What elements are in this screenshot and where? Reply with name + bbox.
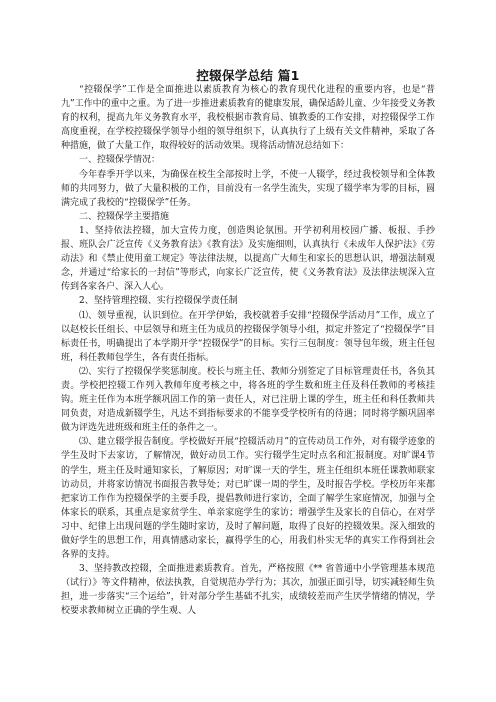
section-heading-1: 一、控辍保学情况： [79, 155, 161, 166]
body-paragraph: ⑴、领导重视，认识到位。在开学伊始，我校就着手安排“控辍保学活动月”工作，成立了以赵校长任组长、中层领导和班主任为成员的控辍保学领导小组，拟定并签定了“控辍保学”目标责任书，明确提出了本学期开学“控辍保学”的目标。实行三包制度：领导包年级，班主任包班，科任教师包学生，各有责任指标。 [61, 310, 435, 363]
intro-paragraph: “控辍保学”工作是全面推进以素质教育为核心的教育现代化进程的重要内容，也是“普九”工作中的重中之重。为了进一步推进素质教育的健康发展，确保适龄儿童、少年接受义务教育的权利，提高九年义务教育水平，我校根据市教育局、镇教委的工作安排，对控辍保学工作高度重视，在学校控辍保学领导小组的领导组织下，认真执行了上级有关文件精神，采取了各种措施，做了大量工作，取得较好的活动效果。现将活动情况总结如下： [61, 85, 435, 152]
section-heading-2: 二、控辍保学主要措施 [79, 211, 170, 222]
body-paragraph: ⑶、建立辍学报告制度。学校做好开展“控辍活动月”的宣传动员工作外，对有辍学迹象的学生及时下去家访，了解情况，做好动员工作。实行辍学生定时点名和汇报制度。对旷课4节的学生，班主任及时通知家长，了解原因；对旷课一天的学生，班主任组织本班任课教师联家访动员，并将家访情况书面报告教导处；对已旷课一周的学生，及时报告学校。学校历年来都把家访工作作为控辍保学的主要手段，提倡教师进行家访，全面了解学生家庭情况，加强与全体家长的联系，其重点是家贫学生、单亲家庭学生的家访；增强学生及家长的自信心，在对学习中、纪律上出现问题的学生随时家访，及时了解问题，取得了良好的控辍效果。深入细致的做好学生的思想工作，用真情感动家长，赢得学生的心，用我们朴实无华的真实工作得到社会各界的支持。 [61, 437, 435, 561]
subsection-heading: 2、坚持管理控辍、实行控辍保学责任制 [79, 296, 238, 307]
document-body [61, 83, 435, 619]
body-paragraph: 今年春季开学以来，为确保在校生全部按时上学，不使一人辍学，经过我校领导和全体教师的共同努力，做了大量积极的工作，目前没有一名学生流失，实现了辍学率为零的目标，圆满完成了我校的“控辍保学”任务。 [61, 169, 435, 208]
body-paragraph: ⑵、实行了控辍保学奖惩制度。校长与班主任、教师分别签定了目标管理责任书，各负其责。学校把控辍工作列入教师年度考核之中，将各班的学生数和班主任及科任教师的考核挂钩。班主任作为本班学额巩固工作的第一责任人，对已注册上课的学生，班主任和科任教师共同负责，对造成新辍学生，凡达不到指标要求的不能享受学校所有的待遇；同时将学额巩固率做为评选先进班级和班主任的条件之一。 [61, 366, 435, 434]
body-paragraph: 3、坚持教改控辍，全面推进素质教育。首先，严格按照《** 省普通中小学管理基本规范（试行）》等文件精神，依法执教，自觉规范办学行为；其次，加强正面引导，切实减轻师生负担，进一步落实“三个运给”，针对部分学生基础不扎实，成绩较差而产生厌学情绪的情况，学校要求教师树立正确的学生观、人 [61, 564, 435, 617]
document-title: 控辍保学总结 篇1 [196, 68, 300, 83]
body-paragraph: 1、坚持依法控辍，加大宣传力度，创造舆论氛围。开学初利用校园广播、板报、手抄报、班队会广泛宣传《义务教育法》《教育法》及实施细则，认真执行《未成年人保护法》《劳动法》和《禁止使用童工规定》等法律法规，以提高广大师生和家长的思想认识，增强法制观念，并通过“给家长的一封信”等形式，向家长广泛宣传，使《义务教育法》及法律法规深入宣传到各家各户、深入人心。 [61, 225, 435, 293]
